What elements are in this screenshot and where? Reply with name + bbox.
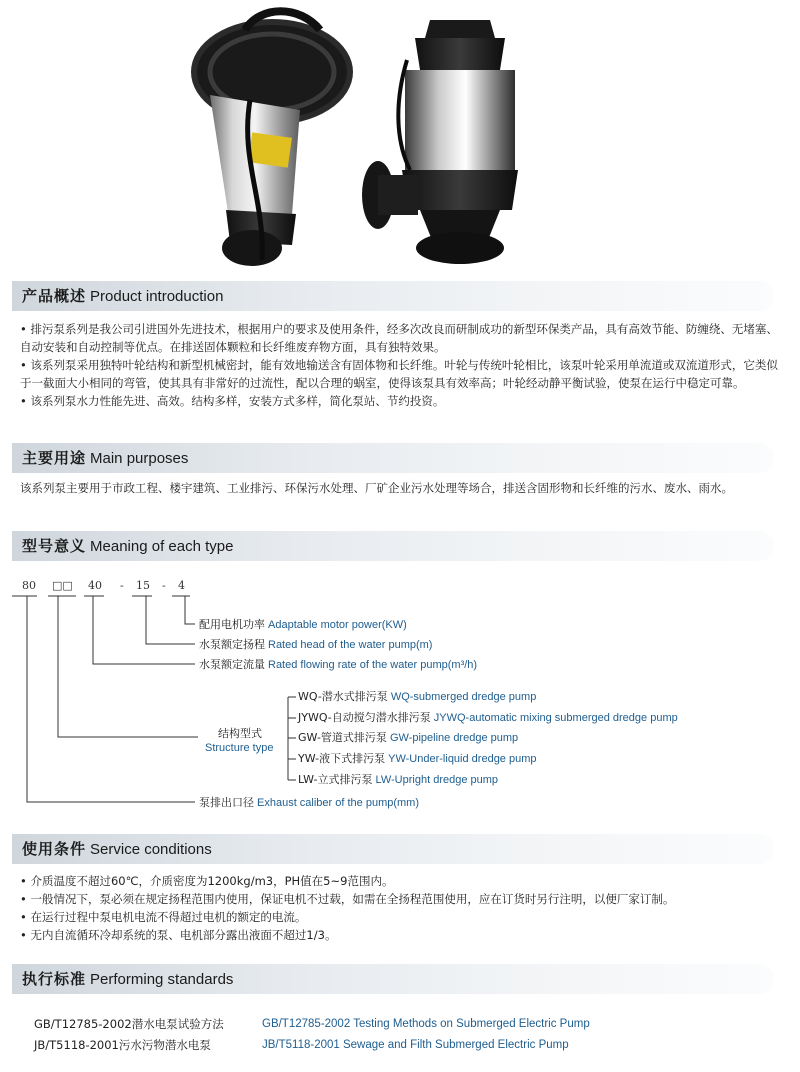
service-item: • 无内自流循环冷却系统的泵、电机部分露出液面不超过1/3。 xyxy=(20,928,337,942)
purposes-title-cn: 主要用途 xyxy=(22,449,87,467)
intro-title-en: Product introduction xyxy=(90,288,224,305)
code-dash: - xyxy=(120,579,124,592)
service-item: • 介质温度不超过60℃，介质密度为1200kg/m3，PH值在5~9范围内。 xyxy=(20,874,394,888)
type-jywq: JYWQ-自动搅匀潜水排污泵 JYWQ-automatic mixing submerged dredge pump xyxy=(298,711,678,724)
structure-type-label-en: Structure type xyxy=(205,742,274,754)
purposes-title xyxy=(22,443,188,473)
meaning-title-cn: 型号意义 xyxy=(22,537,87,555)
label-rated-head: 水泵额定扬程 Rated head of the water pump(m) xyxy=(199,638,433,651)
service-item: • 一般情况下，泵必须在规定扬程范围内使用，保证电机不过载，如需在全扬程范围使用，应在订货时另行注明，以便厂家订制。 xyxy=(20,892,675,906)
code-caliber: 80 xyxy=(22,579,36,592)
service-item: • 在运行过程中泵电机电流不得超过电机的额定的电流。 xyxy=(20,910,307,924)
purposes-title-en: Main purposes xyxy=(90,450,189,467)
structure-type-label-cn: 结构型式 xyxy=(218,727,262,740)
standard-row-cn: JB/T5118-2001污水污物潜水电泵 xyxy=(34,1038,211,1052)
label-exhaust-caliber: 泵排出口径 Exhaust caliber of the pump(mm) xyxy=(199,796,420,809)
service-title-cn: 使用条件 xyxy=(22,840,87,858)
standard-row-cn: GB/T12785-2002潜水电泵试验方法 xyxy=(34,1017,224,1031)
type-yw: YW-液下式排污泵 YW-Under-liquid dredge pump xyxy=(298,752,537,765)
pump-right xyxy=(362,20,518,264)
meaning-title xyxy=(22,531,233,561)
intro-item: • 该系列泵采用独特叶轮结构和新型机械密封，能有效地输送含有固体物和长纤维。叶轮与传统叶轮相比，该泵叶轮采用单流道或双流道形式，它类似于一截面大小相同的弯管，使其具有非常好的过流性，配以合理的蜗室，使得该泵具有效率高；叶轮经动静平衡试验，使泵在运行中稳定可靠。 xyxy=(20,358,778,390)
type-gw: GW-管道式排污泵 GW-pipeline dredge pump xyxy=(298,731,519,744)
standard-row-en: GB/T12785-2002 Testing Methods on Submerged Electric Pump xyxy=(262,1018,590,1030)
code-structure: □□ xyxy=(52,579,73,592)
intro-title-cn: 产品概述 xyxy=(22,287,87,305)
type-lw: LW-立式排污泵 LW-Upright dredge pump xyxy=(298,773,499,786)
standards-title-en: Performing standards xyxy=(90,971,234,988)
code-head: 15 xyxy=(136,579,150,592)
intro-title xyxy=(22,281,223,311)
code-power: 4 xyxy=(178,579,185,592)
standards-title-cn: 执行标准 xyxy=(22,970,87,988)
intro-item: • 该系列泵水力性能先进、高效。结构多样，安装方式多样，简化泵站、节约投资。 xyxy=(20,394,445,408)
meaning-title-en: Meaning of each type xyxy=(90,538,234,555)
standard-row-en: JB/T5118-2001 Sewage and Filth Submerged Electric Pump xyxy=(262,1039,569,1051)
standards-title xyxy=(22,964,233,994)
intro-item: • 排污泵系列是我公司引进国外先进技术，根据用户的要求及使用条件，经多次改良而研制成功的新型环保类产品，具有高效节能、防缠绕、无堵塞、自动安装和自动控制等优点。在排送固体颗粒和长纤维废弃物方面，具有独特效果。 xyxy=(20,322,778,354)
service-title-en: Service conditions xyxy=(90,841,212,858)
pump-illustration xyxy=(0,0,800,280)
label-motor-power: 配用电机功率 Adaptable motor power(KW) xyxy=(199,618,407,631)
service-list xyxy=(20,872,780,944)
code-flow: 40 xyxy=(88,579,102,592)
type-wq: WQ-潜水式排污泵 WQ-submerged dredge pump xyxy=(298,690,537,703)
purposes-text: 该系列泵主要用于市政工程、楼宇建筑、工业排污、环保污水处理、厂矿企业污水处理等场合，排送含固形物和长纤维的污水、废水、雨水。 xyxy=(20,481,733,495)
product-photos xyxy=(0,0,800,280)
code-dash: - xyxy=(162,579,166,592)
service-title xyxy=(22,834,212,864)
label-rated-flow: 水泵额定流量 Rated flowing rate of the water pump(m³/h) xyxy=(199,658,478,671)
intro-list xyxy=(20,320,780,410)
pump-left xyxy=(194,11,350,266)
